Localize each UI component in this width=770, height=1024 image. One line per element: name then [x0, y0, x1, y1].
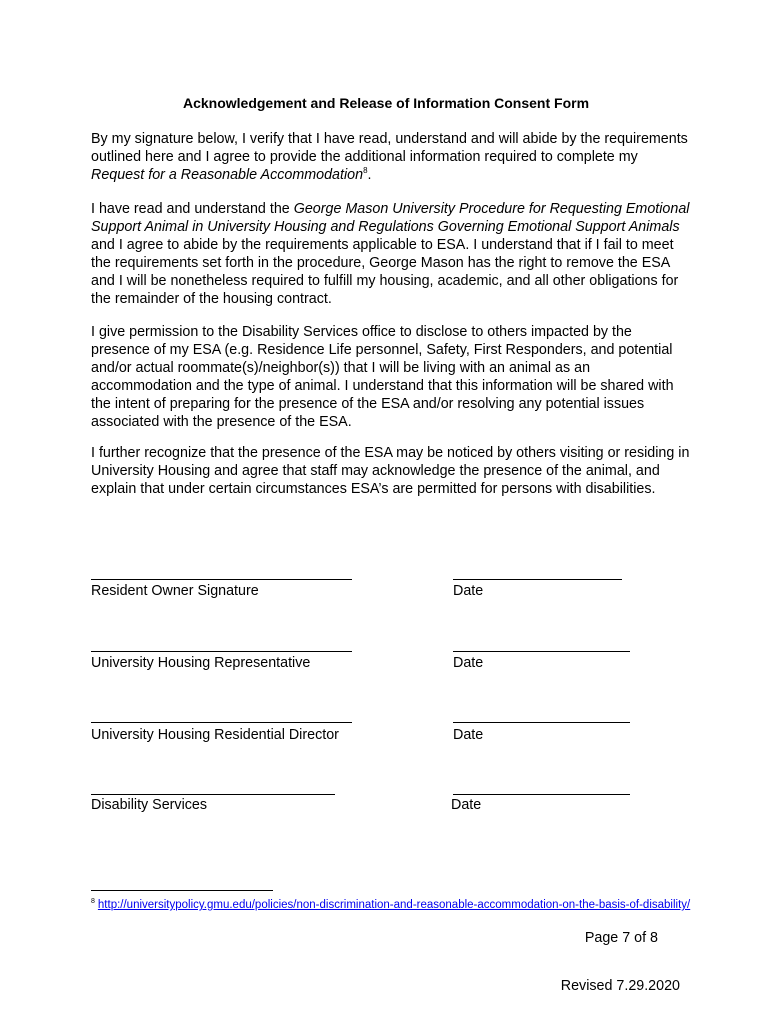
paragraph-text: By my signature below, I verify that I have read, understand and will abide by the requirements outlined here and I agree to provide the additional information required to complete my: [91, 131, 688, 165]
paragraph-presence-recognition: I further recognize that the presence of the ESA may be noticed by others visiting or residing in University Housing and agree that staff may acknowledge the presence of the animal, and explain that under certain circumstances ESA’s are permitted for persons with disabilities.: [91, 445, 690, 497]
paragraph-procedure-agreement: [91, 200, 691, 308]
footnote-number: 8: [91, 898, 95, 906]
date-label: Date: [453, 655, 484, 671]
footnote-link[interactable]: http://universitypolicy.gmu.edu/policies/non-discrimination-and-reasonable-accommodation-on-the-basis-of-disability/: [97, 899, 691, 911]
paragraph-signature-verification: [91, 130, 691, 184]
signature-line[interactable]: [91, 651, 352, 652]
paragraph-text: and I agree to abide by the requirements applicable to ESA. I understand that if I fail to meet the requirements set forth in the procedure, George Mason has the right to remove the ESA and I will be nonetheless required to fulfill my housing, academic, and all other obligations for the remainder of the housing contract.: [91, 237, 679, 307]
signature-line[interactable]: [91, 722, 352, 723]
signature-label: University Housing Representative: [91, 655, 311, 671]
footnote-separator: [91, 890, 273, 891]
date-line[interactable]: [453, 579, 622, 580]
date-label: Date: [453, 583, 484, 599]
paragraph-italic-text: Request for a Reasonable Accommodation: [91, 167, 364, 183]
signature-label: Resident Owner Signature: [91, 583, 259, 599]
paragraph-italic-text: George Mason University Procedure for Requesting Emotional Support Animal in University Housing and Regulations Governing Emotional Support Animals: [91, 201, 690, 235]
page-number: Page 7 of 8: [584, 930, 658, 946]
footnote-reference[interactable]: 8: [363, 166, 368, 176]
signature-label: University Housing Residential Director: [91, 727, 339, 743]
date-line[interactable]: [453, 794, 630, 795]
paragraph-disclosure-permission: I give permission to the Disability Services office to disclose to others impacted by the presence of my ESA (e.g. Residence Life personnel, Safety, First Responders, and potential and/or actual roommate(s)/neighbor(s)) that I will be living with an animal as an accommodation and the type of animal. I understand that this information will be shared with the intent of preparing for the presence of the ESA and/or resolving any potential issues associated with the presence of the ESA.: [91, 324, 674, 430]
date-label: Date: [453, 727, 484, 743]
date-label: Date: [451, 797, 482, 813]
date-line[interactable]: [453, 651, 630, 652]
signature-label: Disability Services: [91, 797, 207, 813]
paragraph-text: .: [367, 167, 372, 183]
signature-line[interactable]: [91, 579, 352, 580]
date-line[interactable]: [453, 722, 630, 723]
signature-line[interactable]: [91, 794, 335, 795]
footnote: [91, 898, 691, 912]
form-title: Acknowledgement and Release of Information Consent Form: [182, 95, 590, 111]
paragraph-text: I have read and understand the: [91, 201, 294, 217]
revision-date: Revised 7.29.2020: [560, 978, 680, 994]
